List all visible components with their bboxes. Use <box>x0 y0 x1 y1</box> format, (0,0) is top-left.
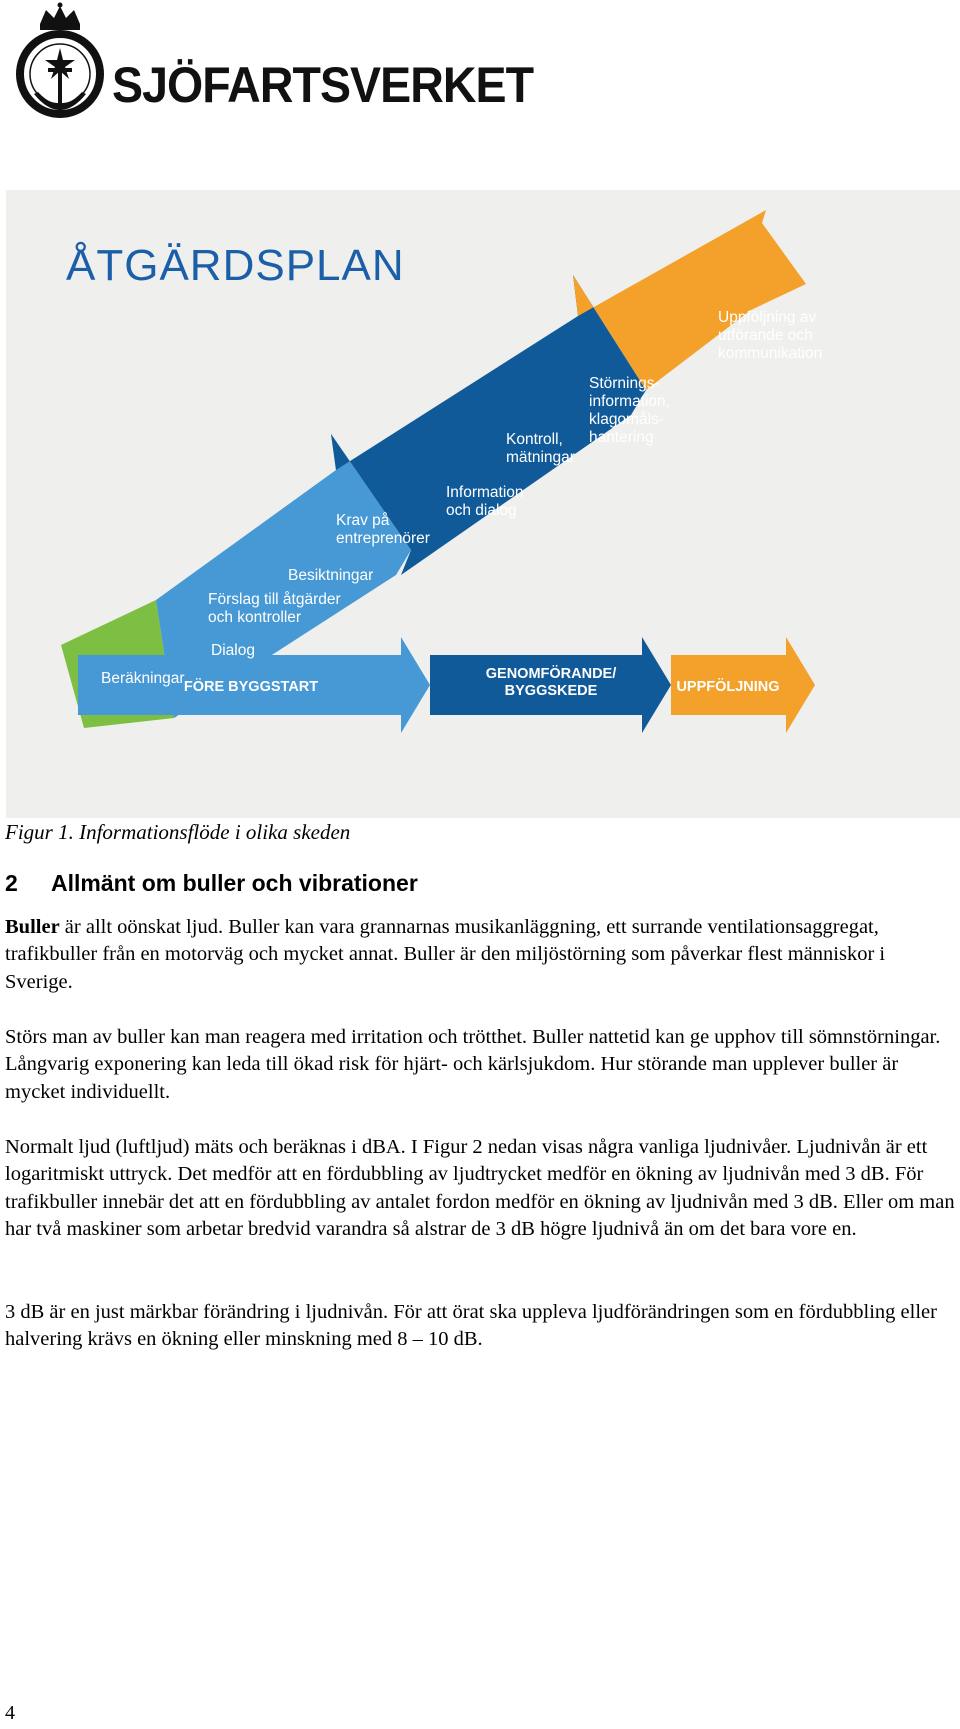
step-label: Besiktningar <box>288 567 374 584</box>
paragraph-1 <box>5 914 955 996</box>
step-label: Information och dialog <box>446 484 524 519</box>
paragraph-3: Normalt ljud (luftljud) mäts och beräknas i dBA. I Figur 2 nedan visas några vanliga ljudnivåer. Ljudnivån är ett logaritmiskt uttryck. Det medför att en fördubbling av ljudtrycket medför en ökning av ljudnivån med 3 dB. För trafikbuller innebär det att en fördubbling av antalet fordon medför en ökning av ljudnivån med 3 dB. Eller om man har två maskiner som arbetar bredvid varandra så alstrar de 3 dB högre ljudnivå än om det bara vore en. <box>5 1136 955 1240</box>
anchor-crown-emblem-icon <box>12 2 108 126</box>
step-label: Kontroll, mätningar <box>506 431 575 466</box>
phase-label: GENOMFÖRANDE/ BYGGSKEDE <box>485 666 617 699</box>
paragraph-1-bold-term: Buller <box>5 916 60 938</box>
step-label: Uppföljning av utförande och kommunikation <box>718 309 823 362</box>
section-number: 2 <box>5 870 18 896</box>
atgardsplan-figure <box>6 190 960 818</box>
sjofartsverket-logo <box>12 2 534 126</box>
paragraph-4: 3 dB är en just märkbar förändring i ljudnivån. För att örat ska uppleva ljudförändringen som en fördubbling eller halvering krävs en ökning eller minskning med 8 – 10 dB. <box>5 1301 937 1351</box>
paragraph-2: Störs man av buller kan man reagera med irritation och trötthet. Buller nattetid kan ge upphov till sömnstörningar. Långvarig exponering kan leda till ökad risk för hjärt- och kärlsjukdom. Hur störande man upplever buller är mycket individuellt. <box>5 1026 941 1103</box>
atgardsplan-diagram <box>6 190 960 818</box>
paragraph-1-text: är allt oönskat ljud. Buller kan vara grannarnas musikanläggning, ett surrande ventilationsaggregat, trafikbuller från en motorväg och mycket annat. Buller är den miljöstörning som påverkar flest människor i Sverige. <box>5 916 886 993</box>
step-label: Störnings-information, klagomåls-hantering <box>589 375 670 446</box>
step-label: Dialog <box>211 642 255 659</box>
phase-label: FÖRE BYGGSTART <box>183 679 319 695</box>
step-label: Krav på entreprenörer <box>336 512 430 547</box>
figure-caption: Figur 1. Informationsflöde i olika skeden <box>5 820 351 844</box>
step-label: Beräkningar <box>101 670 185 687</box>
phase-label: UPPFÖLJNING <box>676 679 780 695</box>
page-number: 4 <box>5 1702 15 1724</box>
logo-wordmark: SJÖFARTSVERKET <box>112 57 534 113</box>
figure-title: ÅTGÄRDSPLAN <box>66 241 405 290</box>
section-heading <box>5 870 418 897</box>
section-title: Allmänt om buller och vibrationer <box>51 870 418 896</box>
step-label: Förslag till åtgärder och kontroller <box>208 591 341 626</box>
